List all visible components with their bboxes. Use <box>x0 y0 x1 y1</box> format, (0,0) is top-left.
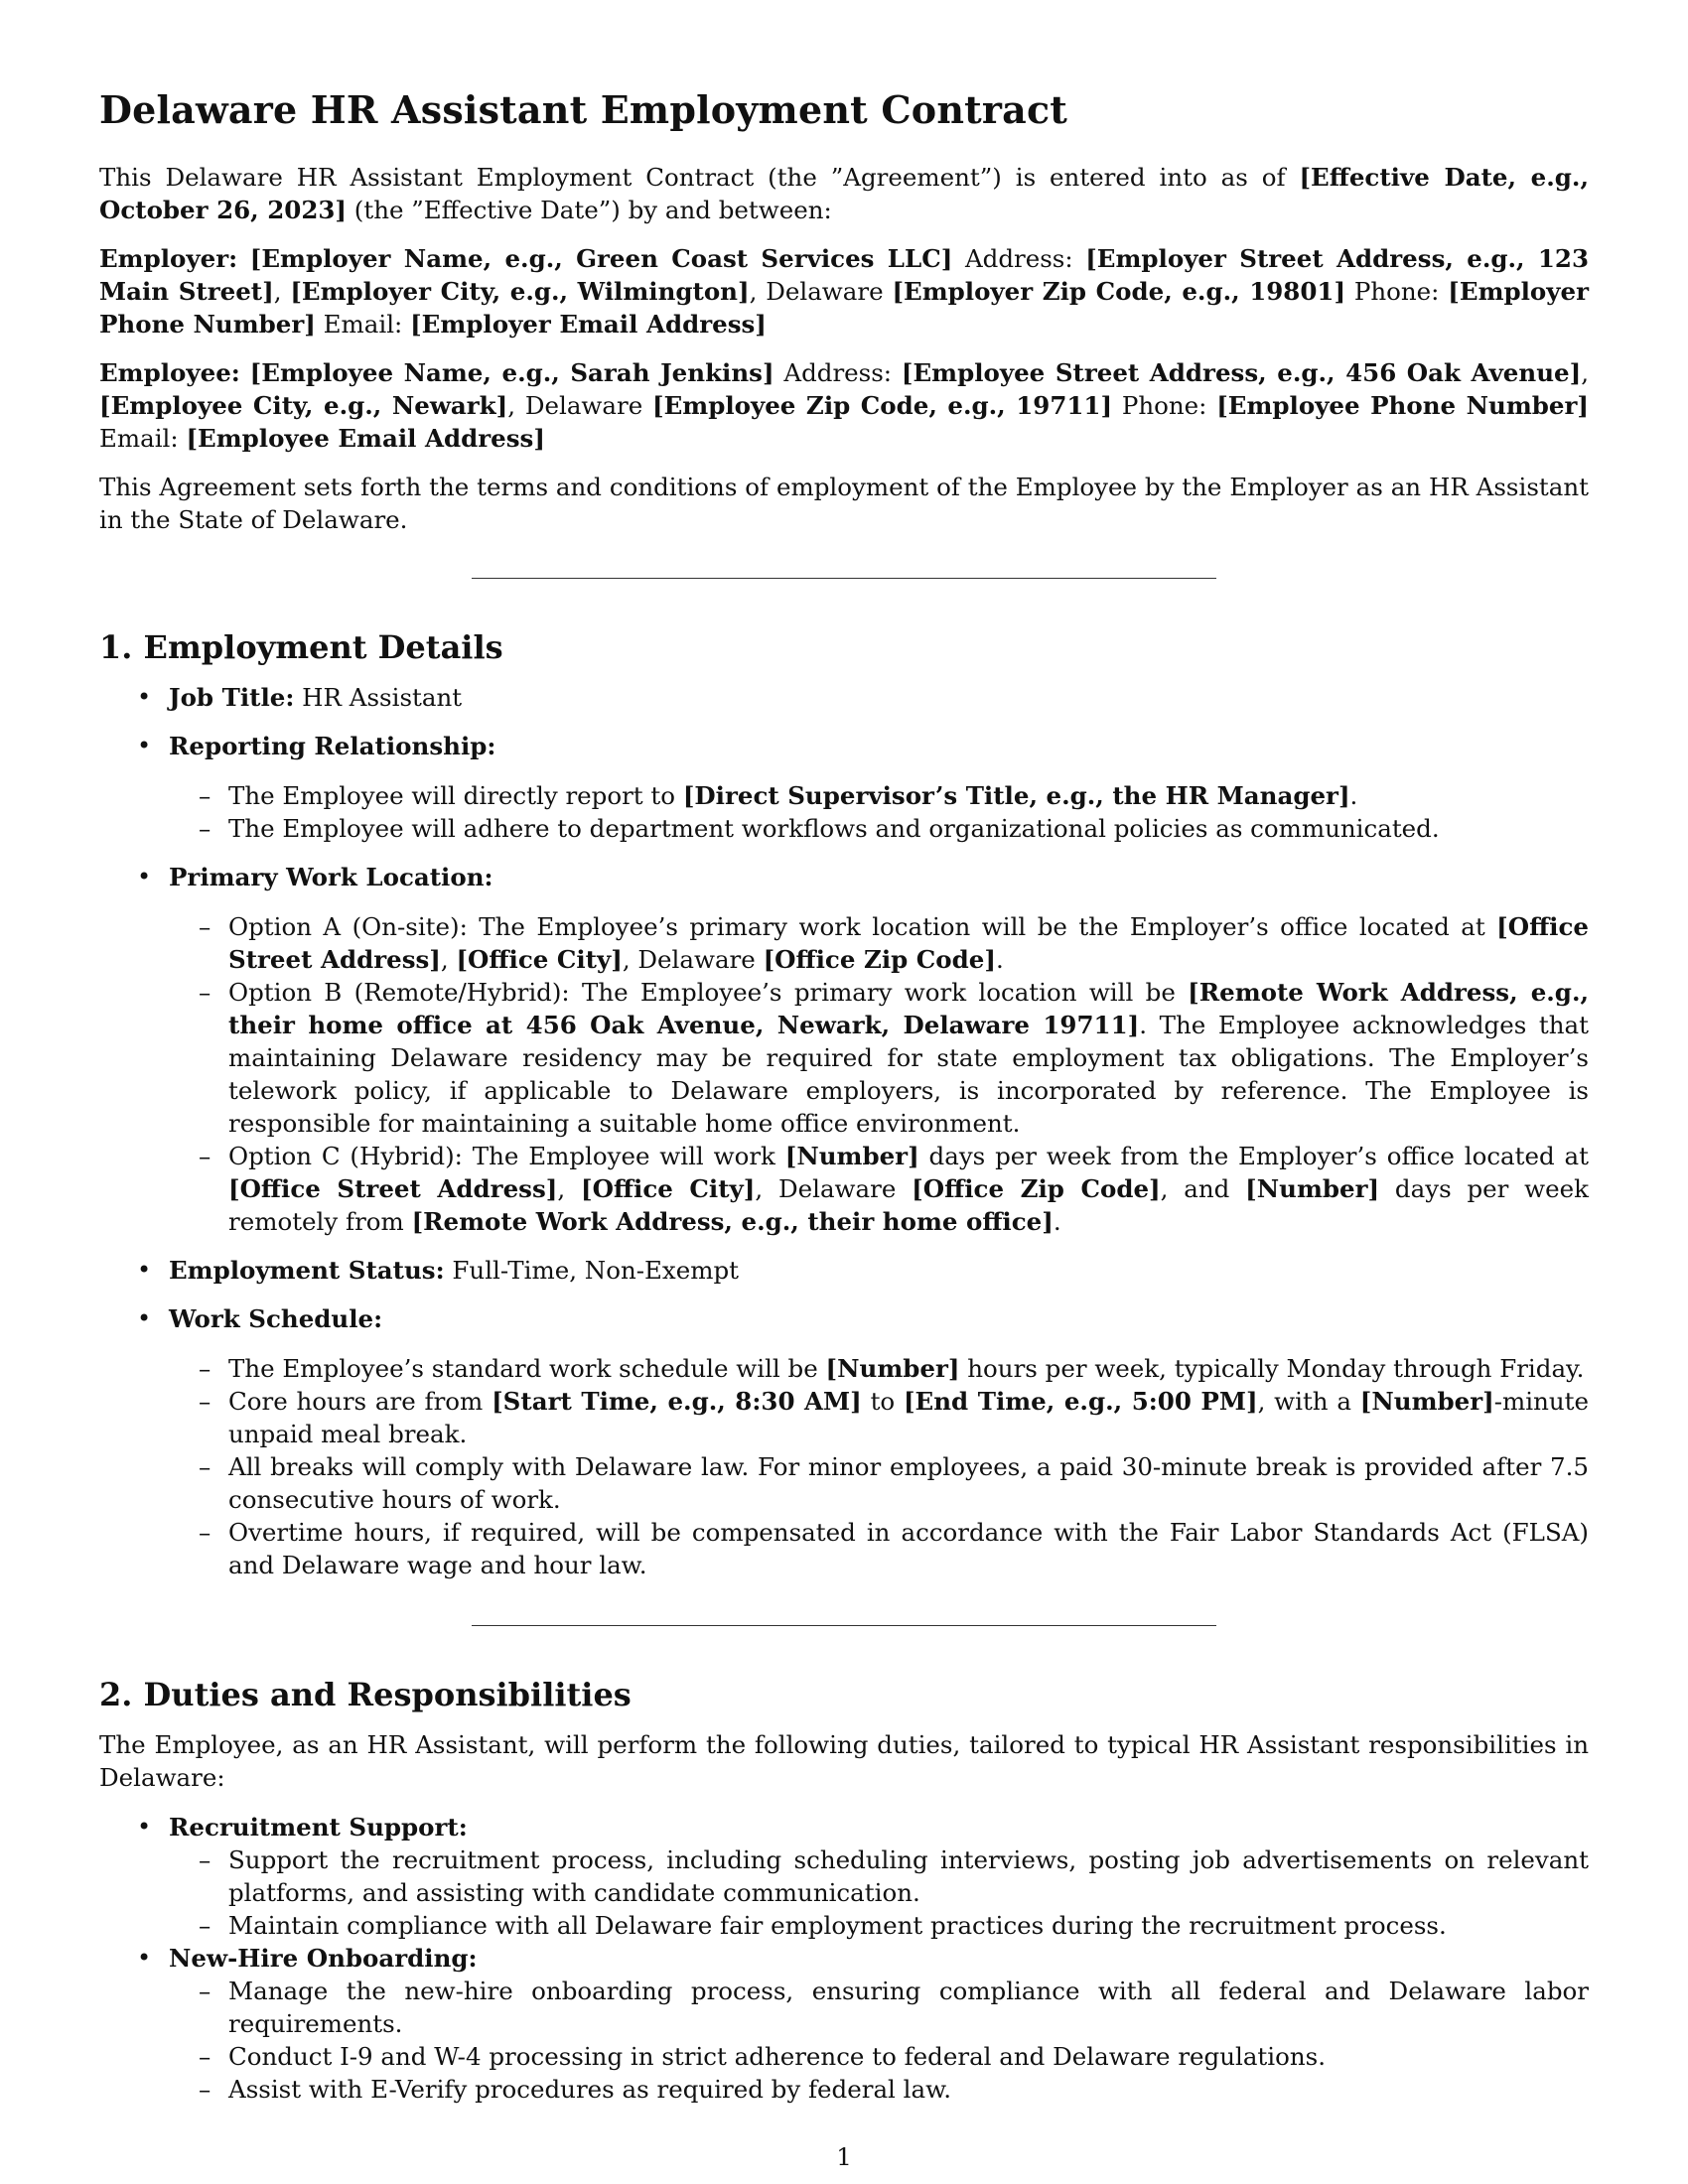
schedule-label: Work Schedule: <box>169 1304 383 1333</box>
sub-text: Core hours are from <box>228 1387 492 1416</box>
sub-text: Option B (Remote/Hybrid): The Employee’s primary work location will be <box>228 978 1189 1007</box>
employer-address-label: Address: <box>952 244 1086 273</box>
employer-phone: [Employer Phone Number] <box>99 277 1589 339</box>
employee-street: [Employee Street Address, e.g., 456 Oak Avenue] <box>901 358 1582 387</box>
employer-block: Employer: [Employer Name, e.g., Green Coast Services LLC] Address: [Employer Street Address, e.g., 123 Main Street], [Employer City, e.g., Wilmington], Delaware [Employer Zip Code, e.g., 19801] Phone: [Employer Phone Number] Email: [Employer Email Address] <box>99 244 1590 339</box>
start-time-placeholder: [Start Time, e.g., 8:30 AM] <box>492 1387 862 1416</box>
section-1-heading: 1. Employment Details <box>99 628 503 666</box>
section-2-heading: 2. Duties and Responsibilities <box>99 1676 632 1713</box>
sub-item: – Maintain compliance with all Delaware fair employment practices during the recruitment process. <box>169 1909 1589 1942</box>
employee-name: [Employee Name, e.g., Sarah Jenkins] <box>249 358 774 387</box>
sub-text: The Employee will directly report to <box>228 781 683 810</box>
sub-text: hours per week, typically Monday through Friday. <box>959 1354 1585 1383</box>
sub-item <box>169 1352 1589 1385</box>
reporting-sublist <box>169 779 1589 845</box>
sub-item: – Conduct I-9 and W-4 processing in strict adherence to federal and Delaware regulations. <box>169 2040 1589 2073</box>
office-zip-placeholder: [Office Zip Code] <box>763 945 996 974</box>
sub-text: days per week remotely from <box>228 1174 1589 1236</box>
employer-street: [Employer Street Address, e.g., 123 Main Street] <box>99 244 1590 306</box>
employee-phone-label: Phone: <box>1112 391 1217 420</box>
employer-zip: [Employer Zip Code, e.g., 19801] <box>892 277 1346 306</box>
sub-item: – Assist with E-Verify procedures as required by federal law. <box>169 2073 1589 2106</box>
document-title: Delaware HR Assistant Employment Contract <box>99 87 1068 132</box>
schedule-sublist <box>169 1352 1589 1581</box>
sub-item: – Manage the new-hire onboarding process, ensuring compliance with all federal and Delaware labor requirements. <box>169 1975 1589 2040</box>
sub-item <box>169 1385 1589 1450</box>
status-value: Full-Time, Non-Exempt <box>444 1256 739 1285</box>
employee-email-label: Email: <box>99 424 187 453</box>
document-page <box>99 0 1589 2184</box>
section-1-list <box>99 681 1589 1581</box>
employer-name: [Employer Name, e.g., Green Coast Services LLC] <box>249 244 953 273</box>
location-label: Primary Work Location: <box>169 863 493 891</box>
sub-text: to <box>861 1387 904 1416</box>
employer-city: [Employer City, e.g., Wilmington] <box>290 277 750 306</box>
supervisor-title-placeholder: [Direct Supervisor’s Title, e.g., the HR Manager] <box>682 781 1350 810</box>
sub-text: . <box>1349 781 1358 810</box>
number-placeholder: [Number] <box>784 1142 919 1170</box>
list-item-reporting <box>99 730 1589 845</box>
employer-email-label: Email: <box>315 310 411 339</box>
list-item-schedule <box>99 1302 1589 1581</box>
job-title-label: Job Title: <box>169 683 295 712</box>
employee-state: , Delaware <box>507 391 653 420</box>
purpose-paragraph: This Agreement sets forth the terms and conditions of employment of the Employee by the Employer as an HR Assistant in the State of Delaware. <box>99 473 1589 534</box>
sub-text: Option C (Hybrid): The Employee will work <box>228 1142 785 1170</box>
employee-city: [Employee City, e.g., Newark] <box>99 391 508 420</box>
list-item-recruitment <box>99 1811 1589 1942</box>
employee-email: [Employee Email Address] <box>186 424 545 453</box>
section-divider <box>472 1625 1216 1626</box>
reporting-label: Reporting Relationship: <box>169 732 496 760</box>
section-2-list <box>99 1811 1589 2106</box>
number-placeholder: [Number] <box>1359 1387 1494 1416</box>
employer-phone-label: Phone: <box>1345 277 1449 306</box>
intro-text-end: (the ”Effective Date”) by and between: <box>347 196 832 224</box>
employee-zip: [Employee Zip Code, e.g., 19711] <box>652 391 1113 420</box>
sub-item: – Support the recruitment process, including scheduling interviews, posting job advertisements on relevant platforms, and assisting with candidate communication. <box>169 1843 1589 1909</box>
office-city-placeholder: [Office City] <box>580 1174 756 1203</box>
remote-address-placeholder: [Remote Work Address, e.g., their home office at 456 Oak Avenue, Newark, Delaware 19711] <box>228 978 1589 1039</box>
onboarding-label: New-Hire Onboarding: <box>169 1944 478 1973</box>
section-2-intro: The Employee, as an HR Assistant, will perform the following duties, tailored to typical HR Assistant responsibilities in Delaware: <box>99 1730 1589 1792</box>
sub-text: days per week from the Employer’s office located at <box>918 1142 1589 1170</box>
sub-text: Option A (On-site): The Employee’s primary work location will be the Employer’s office located at <box>228 912 1497 941</box>
status-label: Employment Status: <box>169 1256 445 1285</box>
employee-phone: [Employee Phone Number] <box>1216 391 1589 420</box>
list-item-location <box>99 861 1589 1238</box>
sub-item: – The Employee will adhere to department workflows and organizational policies as communicated. <box>169 812 1589 845</box>
sub-item: – All breaks will comply with Delaware law. For minor employees, a paid 30-minute break is provided after 7.5 consecutive hours of work. <box>169 1450 1589 1516</box>
sub-text: . The Employee acknowledges that maintaining Delaware residency may be required for state employment tax obligations. The Employer’s telework policy, if applicable to Delaware employers, is incorporated by reference. The Employee is responsible for maintaining a suitable home office environment. <box>228 1011 1589 1138</box>
employee-label: Employee: <box>99 358 240 387</box>
sub-item-option-b <box>169 976 1589 1140</box>
number-placeholder: [Number] <box>825 1354 960 1383</box>
sub-item: – Overtime hours, if required, will be compensated in accordance with the Fair Labor Standards Act (FLSA) and Delaware wage and hour law. <box>169 1516 1589 1581</box>
remote-address-placeholder: [Remote Work Address, e.g., their home office] <box>411 1207 1054 1236</box>
number-placeholder: [Number] <box>1245 1174 1380 1203</box>
intro-paragraph <box>99 161 1589 226</box>
sub-item <box>169 779 1589 812</box>
recruitment-sublist <box>169 1843 1589 1942</box>
office-street-placeholder: [Office Street Address] <box>228 1174 558 1203</box>
intro-text: This Delaware HR Assistant Employment Contract (the ”Agreement”) is entered into as of <box>99 163 1300 192</box>
sub-text: -minute unpaid meal break. <box>228 1387 1589 1448</box>
office-street-placeholder: [Office Street Address] <box>228 912 1589 974</box>
effective-date-placeholder: [Effective Date, e.g., October 26, 2023] <box>99 163 1589 224</box>
employee-address-label: Address: <box>774 358 902 387</box>
end-time-placeholder: [End Time, e.g., 5:00 PM] <box>903 1387 1258 1416</box>
list-item-onboarding <box>99 1942 1589 2106</box>
sub-item-option-a: – Option A (On-site): The Employee’s primary work location will be the Employer’s office located at [Office Street Address], [Office City], Delaware [Office Zip Code]. <box>169 910 1589 976</box>
recruitment-label: Recruitment Support: <box>169 1813 468 1842</box>
office-zip-placeholder: [Office Zip Code] <box>912 1174 1161 1203</box>
list-item-status <box>99 1254 1589 1287</box>
onboarding-sublist <box>169 1975 1589 2106</box>
page-number: 1 <box>836 2142 852 2171</box>
sub-text: The Employee’s standard work schedule will be <box>228 1354 826 1383</box>
job-title-value: HR Assistant <box>294 683 463 712</box>
employer-email: [Employer Email Address] <box>410 310 767 339</box>
section-divider <box>472 578 1216 579</box>
employer-state: , Delaware <box>749 277 893 306</box>
sub-text: , with a <box>1257 1387 1360 1416</box>
employer-label: Employer: <box>99 244 238 273</box>
location-sublist <box>169 910 1589 1238</box>
office-city-placeholder: [Office City] <box>456 945 623 974</box>
employee-block: Employee: [Employee Name, e.g., Sarah Jenkins] Address: [Employee Street Address, e.g., 456 Oak Avenue], [Employee City, e.g., Newark], Delaware [Employee Zip Code, e.g., 19711] Phone: [Employee Phone Number] Email: [Employee Email Address] <box>99 358 1589 453</box>
sub-text: , Delaware <box>755 1174 913 1203</box>
sub-item-option-c: – Option C (Hybrid): The Employee will work [Number] days per week from the Employer’s office located at [Office Street Address], [Office City], Delaware [Office Zip Code], and [Number] days per week remotely from [Remote Work Address, e.g., their home office]. <box>169 1140 1589 1238</box>
list-item-job-title <box>99 681 1589 714</box>
sub-text: , and <box>1160 1174 1246 1203</box>
sub-text: , Delaware <box>622 945 764 974</box>
